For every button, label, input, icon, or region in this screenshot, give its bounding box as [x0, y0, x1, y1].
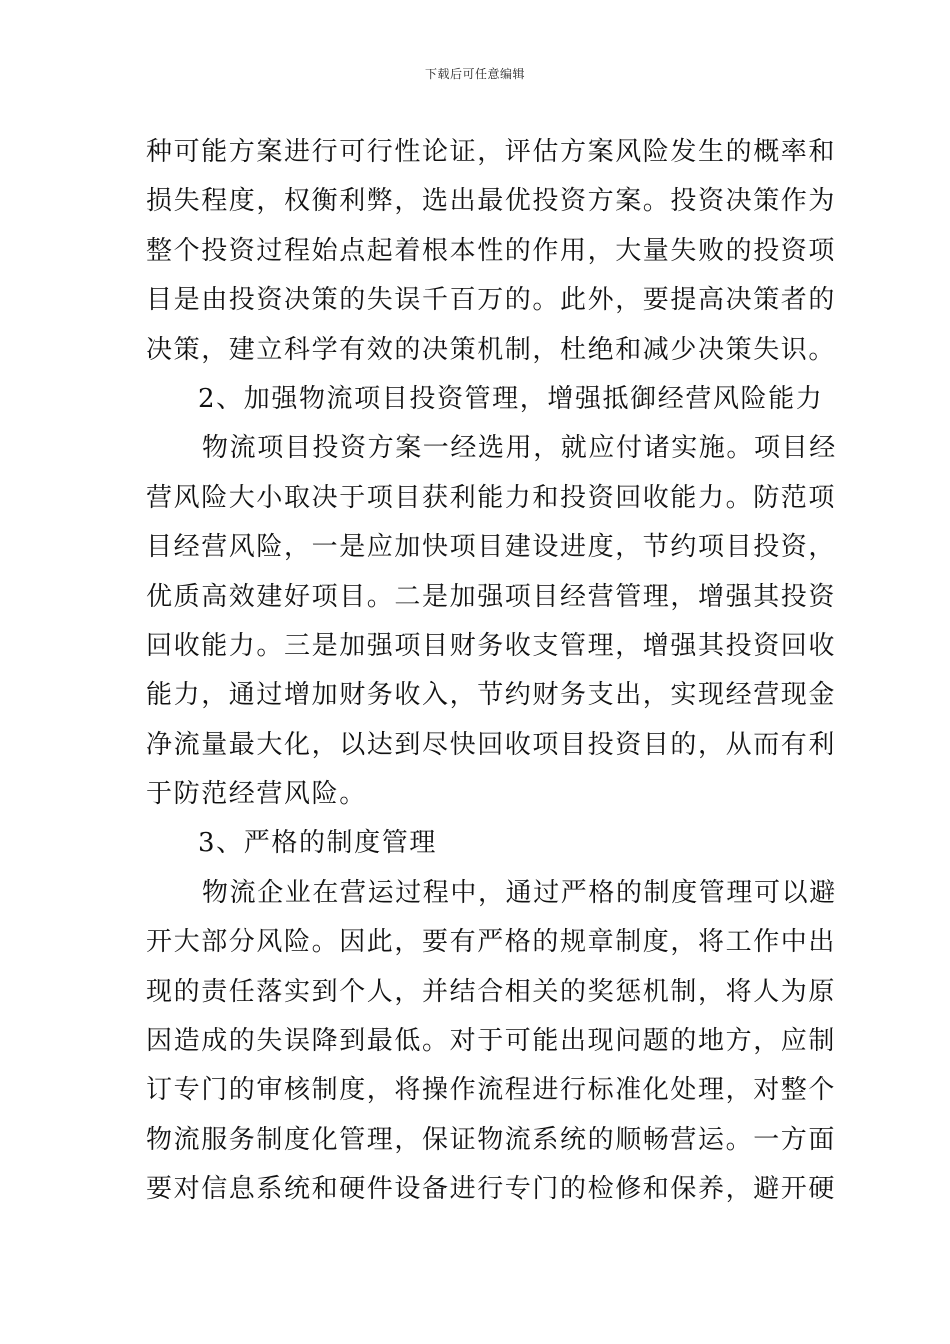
text-line: 损失程度，权衡利弊，选出最优投资方案。投资决策作为	[146, 186, 837, 217]
paragraph-first-line: 物流项目投资方案一经选用，就应付诸实施。项目经	[202, 433, 837, 464]
text-line: 整个投资过程始点起着根本性的作用，大量失败的投资项	[146, 235, 837, 266]
text-line: 目是由投资决策的失误千百万的。此外，要提高决策者的	[146, 285, 837, 316]
paragraph-first-line: 物流企业在营运过程中，通过严格的制度管理可以避	[202, 877, 837, 908]
text-line: 因造成的失误降到最低。对于可能出现问题的地方，应制	[146, 1026, 837, 1057]
text-line: 种可能方案进行可行性论证，评估方案风险发生的概率和	[146, 137, 837, 167]
text-line: 目经营风险，一是应加快项目建设进度，节约项目投资，	[146, 532, 837, 563]
section-heading: 3、严格的制度管理	[198, 828, 437, 859]
text-line: 营风险大小取决于项目获利能力和投资回收能力。防范项	[146, 482, 837, 513]
text-line: 优质高效建好项目。二是加强项目经营管理，增强其投资	[146, 581, 837, 612]
text-line: 于防范经营风险。	[146, 779, 367, 810]
text-line: 现的责任落实到个人，并结合相关的奖惩机制，将人为原	[146, 976, 837, 1007]
page-header: 下载后可任意编辑	[424, 67, 525, 81]
document-body	[146, 128, 837, 1215]
text-line: 订专门的审核制度，将操作流程进行标准化处理，对整个	[146, 1075, 837, 1106]
section-heading: 2、加强物流项目投资管理，增强抵御经营风险能力	[198, 383, 824, 414]
text-line: 物流服务制度化管理，保证物流系统的顺畅营运。一方面	[146, 1124, 837, 1155]
text-line: 要对信息系统和硬件设备进行专门的检修和保养，避开硬	[146, 1174, 837, 1205]
text-line: 净流量最大化，以达到尽快回收项目投资目的，从而有利	[146, 729, 837, 760]
text-line: 回收能力。三是加强项目财务收支管理，增强其投资回收	[146, 630, 837, 661]
text-line: 决策，建立科学有效的决策机制，杜绝和减少决策失识。	[146, 334, 837, 365]
text-line: 能力，通过增加财务收入，节约财务支出，实现经营现金	[146, 680, 837, 711]
text-line: 开大部分风险。因此，要有严格的规章制度，将工作中出	[146, 927, 837, 958]
